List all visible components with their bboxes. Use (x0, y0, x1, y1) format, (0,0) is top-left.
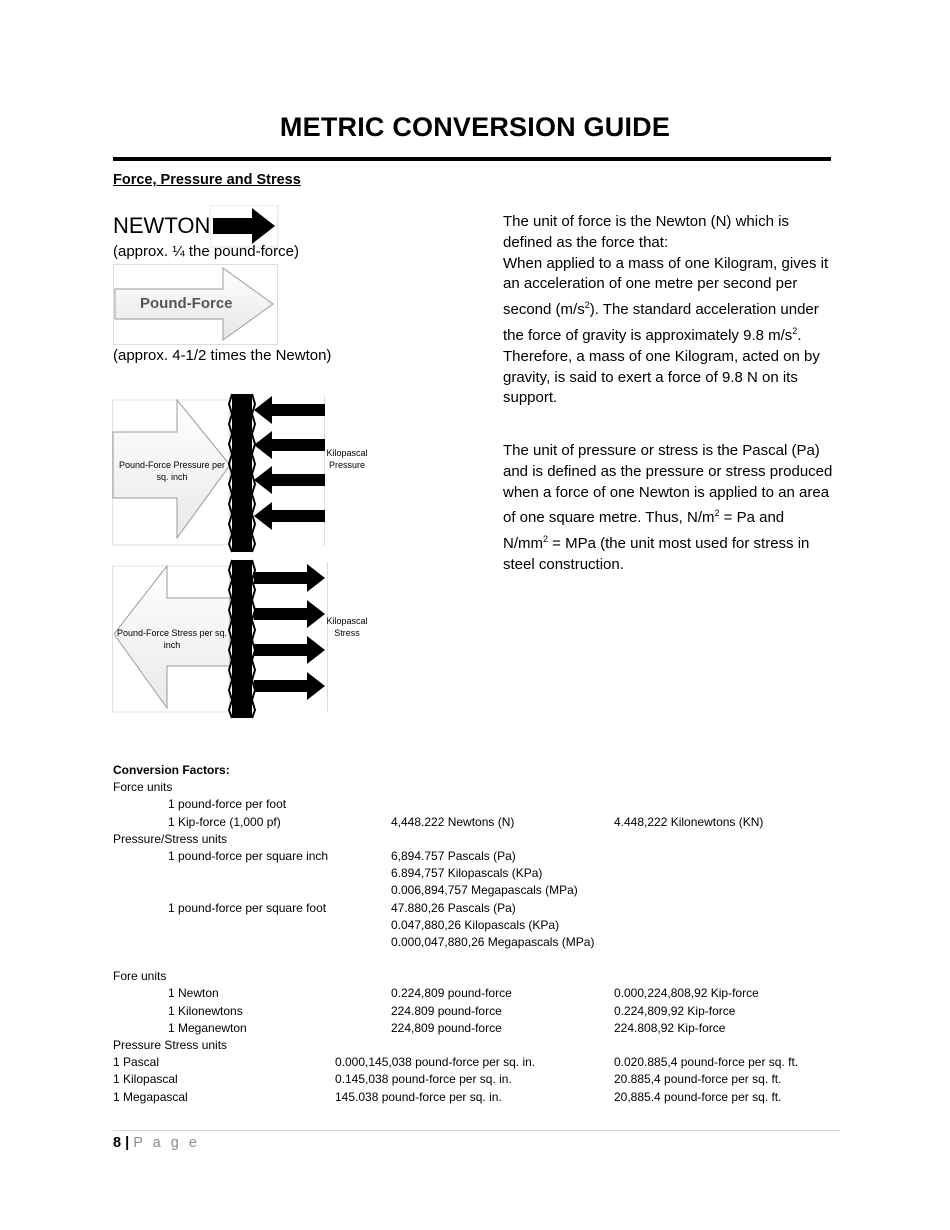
table-row: 1 Pascal 0.000,145,038 pound-force per sq. in. 0.020.885,4 pound-force per sq. ft. (113, 1055, 799, 1070)
table-row: 0.000,047,880,26 Megapascals (MPa) (391, 934, 595, 949)
newton-note: (approx. ¼ the pound-force) (113, 243, 299, 260)
section-heading: Force, Pressure and Stress (113, 172, 301, 188)
fore-units-heading: Fore units (113, 969, 167, 984)
newton-label: NEWTON (113, 213, 211, 238)
table-row: 1 Meganewton 224,809 pound-force 224.808,92 Kip-force (168, 1020, 726, 1035)
conversion-factors (113, 762, 833, 1106)
table-row: 1 pound-force per foot (168, 797, 287, 812)
table-row: 1 pound-force per square foot 47.880,26 Pascals (Pa) (168, 900, 516, 915)
pressure-left-label: Pound-Force Pressure per sq. inch (118, 460, 226, 482)
table-row: 1 pound-force per square inch 6,894.757 Pascals (Pa) (168, 848, 516, 863)
pressure-right-label: Kilopascal Pressure (326, 448, 368, 470)
stress-right-label: Kilopascal Stress (326, 616, 368, 638)
table-row: 1 Kilonewtons 224.809 pound-force 0.224,809,92 Kip-force (168, 1003, 736, 1018)
footer-separator: | (125, 1135, 130, 1151)
table-row: 1 Newton 0.224,809 pound-force 0.000,224,808,92 Kip-force (168, 986, 759, 1001)
pressure-stress-heading: Pressure Stress units (113, 1038, 228, 1052)
pressure-definition: The unit of pressure or stress is the Pascal (Pa) and is defined as the pressure or stress produced when a force of one Newton is applied to an area of one square metre. Thus, $N/m^2 = Pa$ and $N/mm^2$ = MPa (the unit most used for stress in steel construction. (503, 442, 833, 573)
page-number: 8 (113, 1135, 122, 1151)
footer-rule (113, 1130, 840, 1131)
table-row: 1 Kilopascal 0.145,038 pound-force per sq. in. 20.885,4 pound-force per sq. ft. (113, 1072, 782, 1087)
table-row: 1 Kip-force (1,000 pf) 4,448.222 Newtons (N) 4.448,222 Kilonewtons (KN) (168, 814, 764, 829)
conversion-heading: Conversion Factors: (113, 763, 230, 777)
force-text-p3: Therefore, a mass of one Kilogram, acted on by gravity, is said to exert a force of 9.8 N on its support. (503, 347, 820, 407)
force-units-heading: Force units (113, 780, 173, 795)
pressure-units-heading: Pressure/Stress units (113, 831, 228, 846)
pound-force-arrow-label: Pound-Force (140, 295, 233, 312)
table-row: 6.894,757 Kilopascals (KPa) (391, 866, 543, 881)
force-text-p2: When applied to a mass of one Kilogram, gives it an acceleration of one metre per second per second $(m/s^2)$. The standard acceleration under the force of gravity is approximately 9.8 $m/s^2$. (503, 254, 829, 344)
page-label: P a g e (133, 1135, 200, 1151)
stress-left-label: Pound-Force Stress per sq. inch (116, 628, 228, 650)
table-row: 0.047,880,26 Kilopascals (KPa) (391, 917, 560, 932)
force-text-p1: The unit of force is the Newton (N) which is defined as the force that: (503, 213, 789, 251)
pound-force-note: (approx. 4-1/2 times the Newton) (113, 347, 332, 364)
page-footer (113, 1135, 200, 1151)
table-row: 1 Megapascal 145.038 pound-force per sq. in. 20,885.4 pound-force per sq. ft. (113, 1089, 782, 1104)
force-definition (503, 212, 833, 409)
title-rule (113, 157, 831, 161)
table-row: 0.006,894,757 Megapascals (MPa) (391, 883, 578, 898)
page-title: METRIC CONVERSION GUIDE (279, 112, 671, 142)
